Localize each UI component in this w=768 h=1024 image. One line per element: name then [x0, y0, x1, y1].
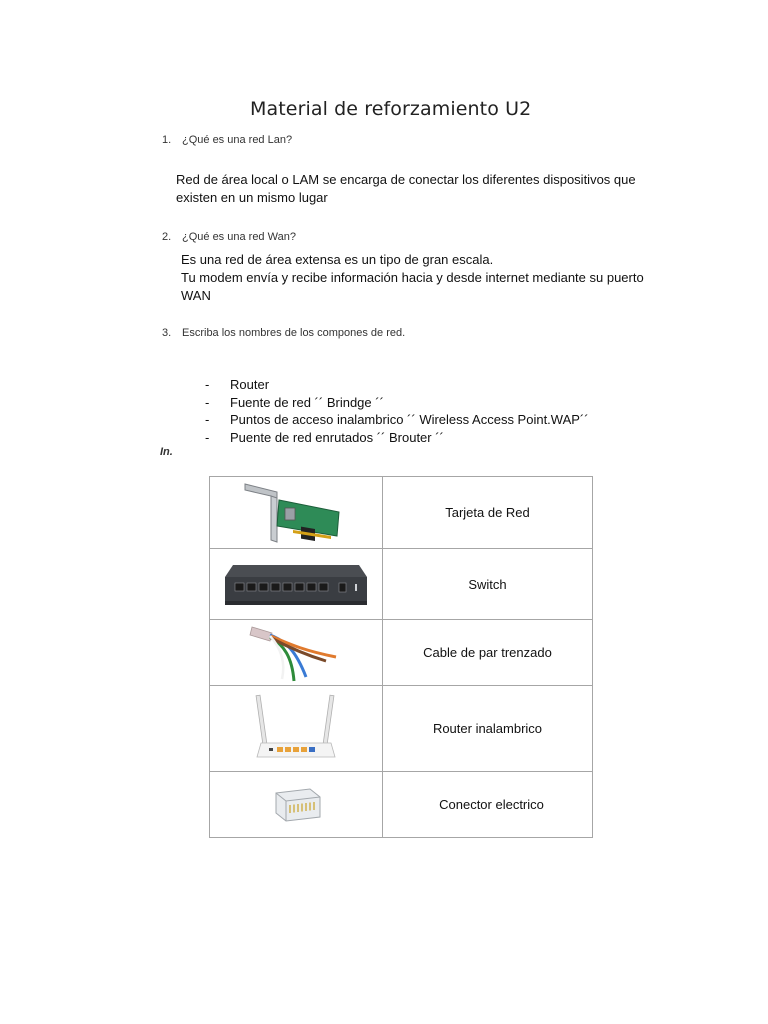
question-2-number: 2. [162, 231, 172, 243]
component-label: Switch [468, 576, 507, 592]
list-dash: - [205, 429, 210, 445]
answer-1-line-1: Red de área local o LAM se encarga de conectar los diferentes dispositivos que [176, 172, 636, 187]
component-label: Cable de par trenzado [423, 645, 552, 660]
component-label: Tarjeta de Red [445, 505, 530, 520]
table-row [210, 620, 593, 686]
table-row [210, 549, 593, 620]
answer-2-line-3: WAN [181, 288, 211, 303]
table-label-cell [383, 549, 593, 620]
answer-1-line-2: existen en un mismo lugar [176, 190, 328, 205]
question-2 [162, 231, 296, 243]
network-card-icon [241, 478, 351, 548]
question-3-number: 3. [162, 327, 172, 339]
twisted-pair-cable-image [210, 620, 383, 686]
question-1-text: ¿Qué es una red Lan? [182, 134, 293, 146]
components-list [205, 376, 589, 446]
table-label-cell [383, 620, 593, 686]
list-item [205, 429, 589, 447]
switch-image [210, 549, 383, 620]
rj45-connector-icon [266, 783, 326, 827]
list-dash: - [205, 412, 210, 427]
component-label: Conector electrico [439, 797, 544, 812]
table-row [210, 477, 593, 549]
network-card-image [210, 477, 383, 549]
list-item-text: Puntos de acceso inalambrico ´´ Wireless Access Point.WAP´´ [230, 412, 589, 427]
answer-2-line-2: Tu modem envía y recibe información hacia y desde internet mediante su puerto [181, 270, 644, 285]
wireless-router-image [210, 686, 383, 772]
answer-2-line-1: Es una red de área extensa es un tipo de gran escala. [181, 252, 494, 267]
table-row [210, 686, 593, 772]
question-3-text: Escriba los nombres de los compones de red. [182, 327, 406, 339]
list-item-text: Fuente de red ´´ Brindge ´´ [230, 394, 384, 410]
question-1 [162, 134, 292, 146]
page-title: Material de reforzamiento U2 [250, 98, 532, 120]
component-label: Router inalambrico [432, 721, 543, 736]
list-dash: - [205, 394, 210, 410]
rj45-connector-image [210, 772, 383, 838]
table-label-cell [383, 686, 593, 772]
question-2-text: ¿Qué es una red Wan? [182, 231, 296, 243]
list-item [205, 394, 589, 412]
table-row [210, 772, 593, 838]
table-label-cell [383, 477, 593, 549]
list-item [205, 376, 589, 394]
list-item-text: Router [230, 377, 270, 392]
list-dash: - [205, 377, 210, 392]
switch-icon [221, 559, 371, 609]
components-table [209, 476, 593, 838]
list-item [205, 411, 589, 429]
wireless-router-icon [251, 691, 341, 767]
answer-1 [176, 171, 636, 207]
table-label-cell [383, 772, 593, 838]
twisted-pair-cable-icon [246, 621, 346, 685]
question-1-number: 1. [162, 134, 172, 146]
list-item-text: Puente de red enrutados ´´ Brouter ´´ [230, 429, 444, 445]
answer-2 [181, 251, 644, 305]
question-3 [162, 327, 405, 339]
section-marker: In. [160, 446, 173, 458]
